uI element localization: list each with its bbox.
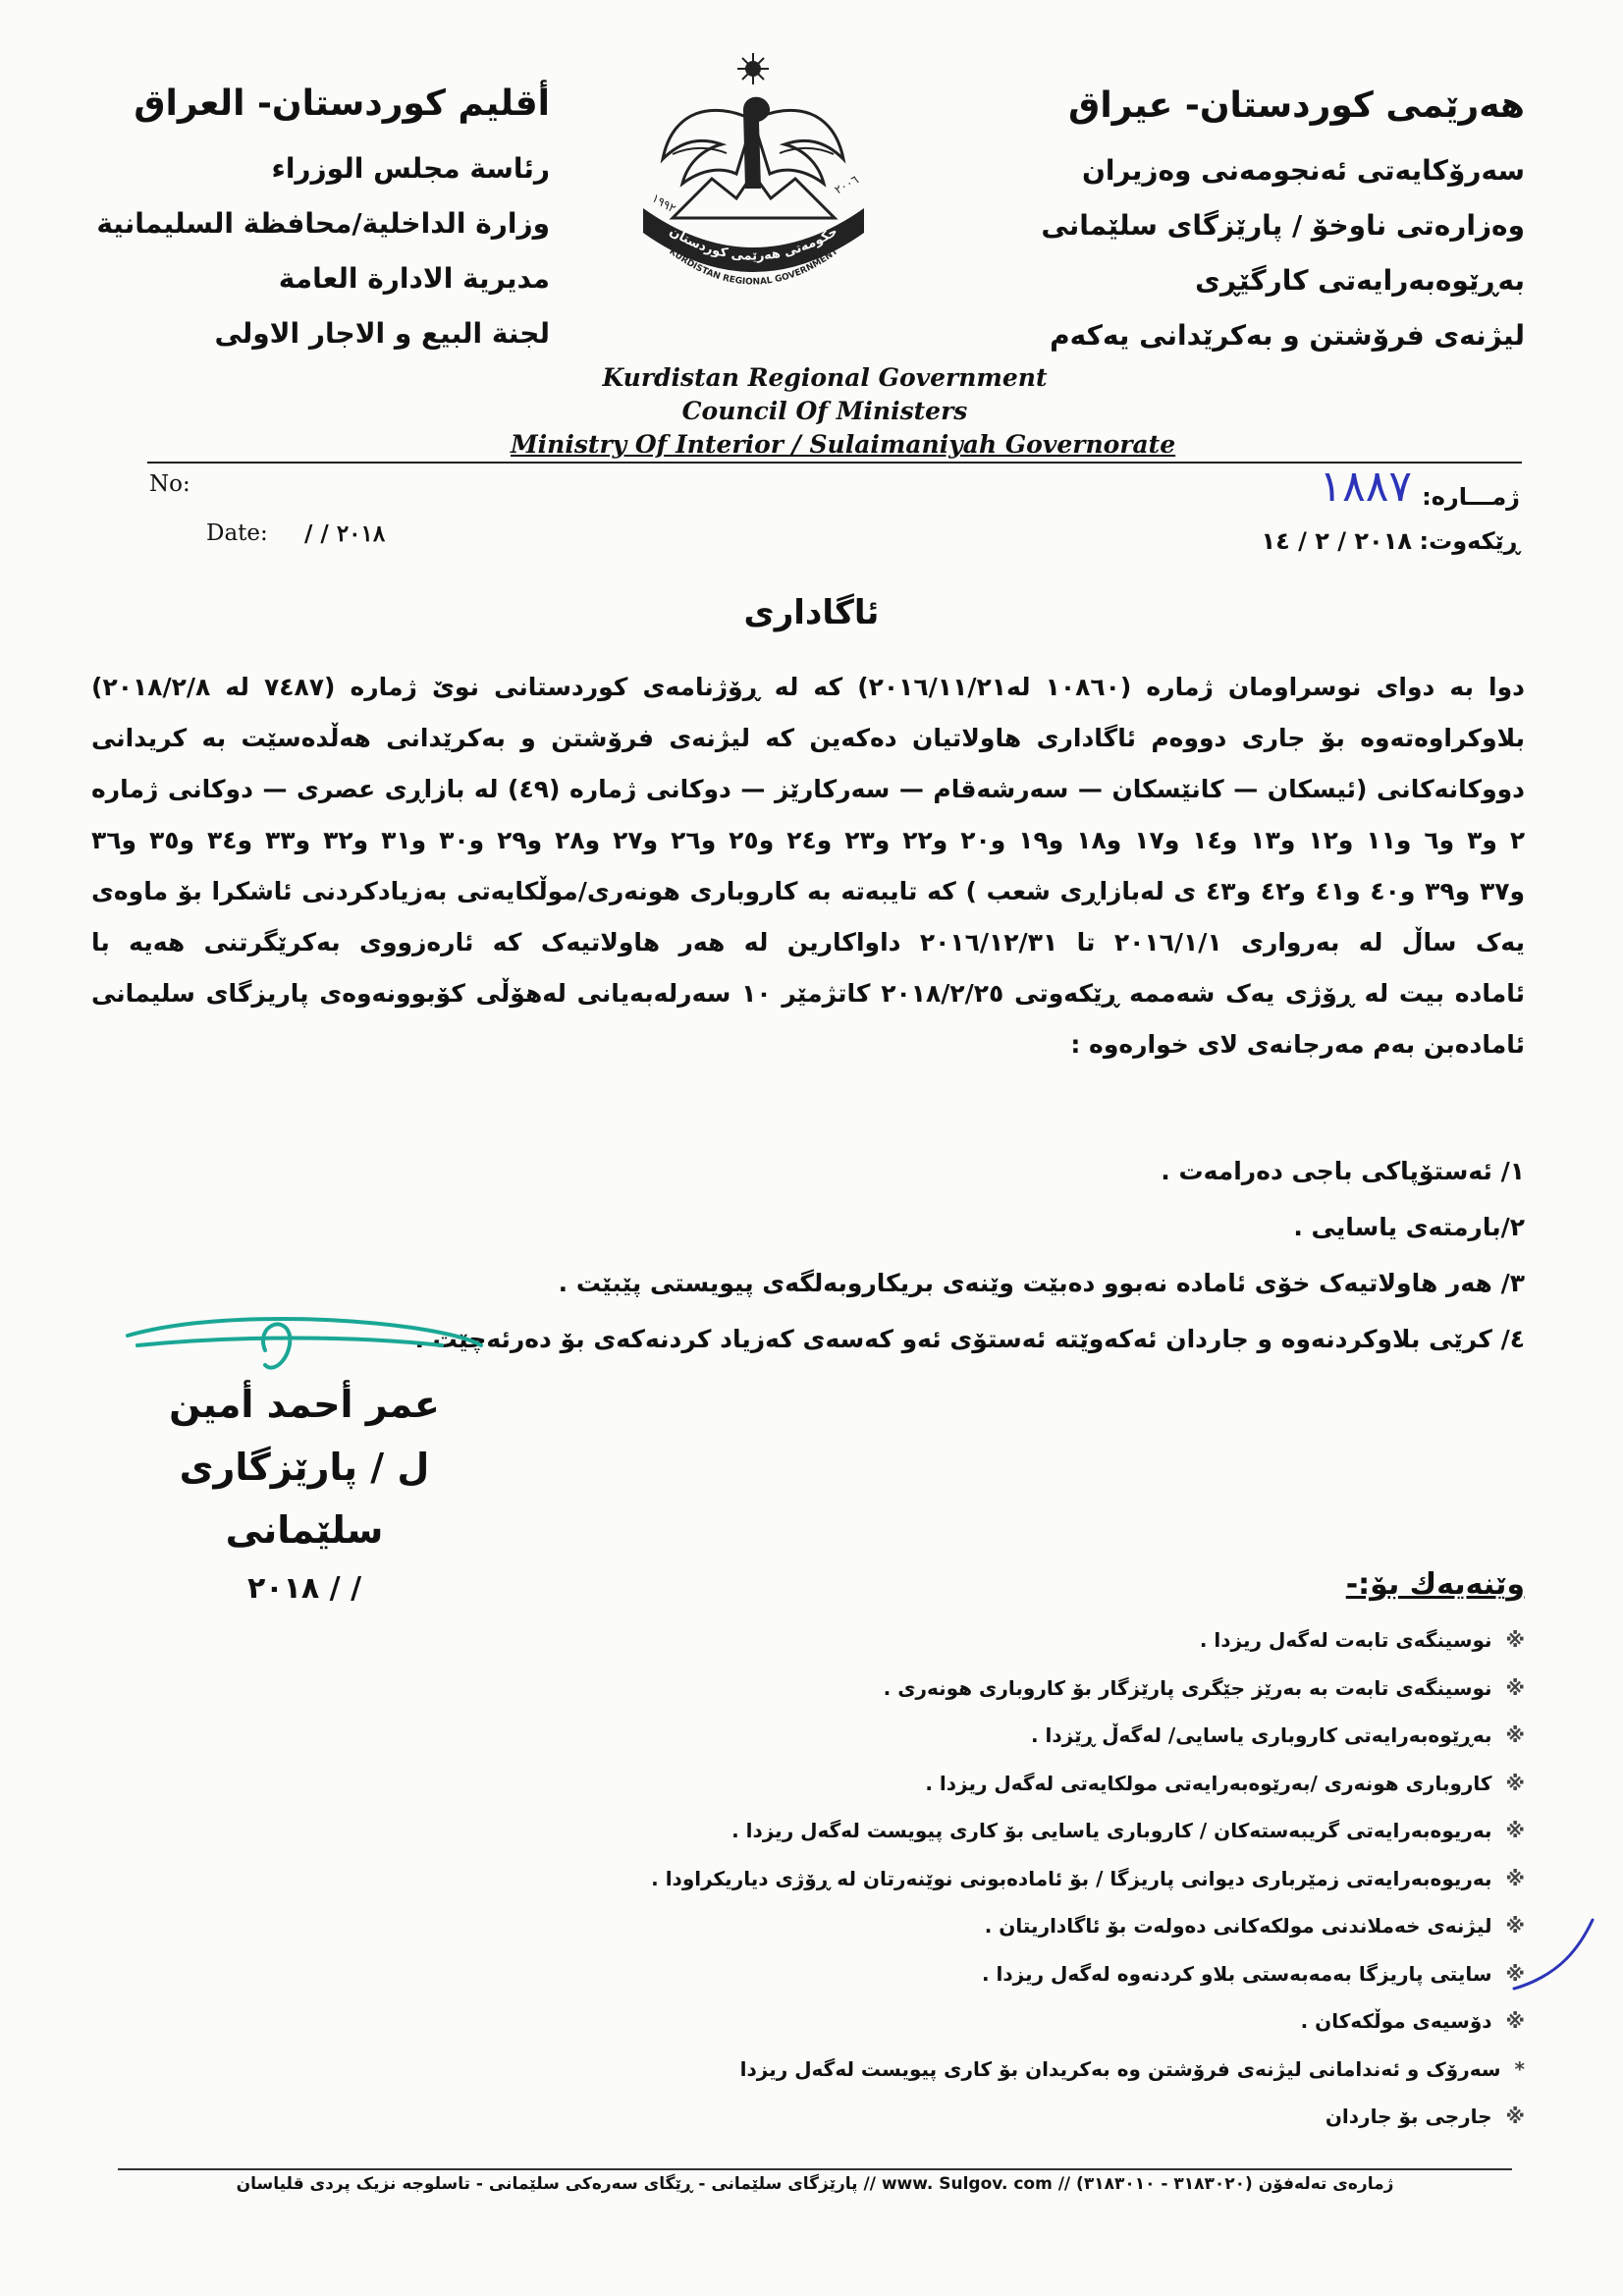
notice-paragraph bbox=[91, 662, 1525, 1070]
paragraph-line-7: ئامادە بیت لە ڕۆژی یەک شەممە ڕێکەوتی ٢٠١٨/٢/٢٥ کاتژمێر ١٠ سەرلەبەیانی لەهۆڵی کۆبوونەوەی پاریزگای سلیمانی bbox=[91, 979, 1525, 1008]
paragraph-line-1: دوا بە دوای نوسراومان ژمارە (١٠٨٦٠ لە٢٠١٦/١١/٢١) کە لە ڕۆژنامەی کوردستانی نوێ ژمارە (٧٤٨٧ لە ٢٠١٨/٢/٨) bbox=[91, 673, 1525, 701]
paragraph-line-6: یەک ساڵ لە بەرواری ٢٠١٦/١/١ تا ٢٠١٦/١٢/٣١ داواکارین لە هەر هاولاتیەک کە ئارەزووی بەکرێگرتنی هەیە با bbox=[91, 928, 1525, 957]
copy-item-9: ※دۆسیەی موڵکەکان . bbox=[1300, 2009, 1525, 2033]
header-arabic-line-3: مديرية الادارة العامة bbox=[278, 262, 550, 295]
header-arabic-line-2: وزارة الداخلية/محافظة السليمانية bbox=[96, 207, 550, 240]
copy-item-7: ※لیژنەی خەملاندنی مولکەکانی دەولەت بۆ ئاگاداریتان . bbox=[984, 1914, 1525, 1938]
date-label-en: Date: bbox=[206, 520, 268, 546]
number-handwritten: ١٨٨٧ bbox=[1319, 462, 1412, 512]
bullet-icon: ※ bbox=[1505, 1675, 1525, 1700]
bullet-icon: ※ bbox=[1505, 1628, 1525, 1652]
bullet-icon: ※ bbox=[1505, 1723, 1525, 1747]
copies-title: وێنەیەك بۆ:- bbox=[1345, 1567, 1525, 1602]
copy-item-1: ※نوسینگەی تابەت لەگەل ریزدا . bbox=[1199, 1628, 1525, 1652]
paragraph-line-3: دووکانەکانی (ئیسکان — کانێسکان — سەرشەقام — سەرکارێز — دوکانی ژمارە (٤٩) لە بازاڕی عصری — دوکانی ژمارە bbox=[91, 775, 1525, 803]
english-line-2: Council Of Ministers bbox=[681, 397, 968, 425]
emblem-year-left: ١٩٩٢ bbox=[649, 191, 678, 216]
copy-item-11: ※جارجی بۆ جاردان bbox=[1325, 2105, 1525, 2128]
footer-address: پارێزگای سلێمانی - ڕێگای سەرەکی سلێمانی - تاسلوجە نزیک پردی قلیاسان // www. Sulgov. com // ژمارەی تەلەفۆن (٣١٨٣٠٢٠ - ٣١٨٣٠١٠) bbox=[236, 2174, 1394, 2194]
check-mark-icon bbox=[1512, 1915, 1600, 2003]
emblem-english-text: KURDISTAN REGIONAL GOVERNMENT bbox=[667, 246, 840, 288]
date-value-ku: ٢٠١٨ / ٢ / ١٤ bbox=[1261, 527, 1412, 555]
copy-item-3: ※بەڕێوەبەرایەتی کاروباری یاسایی/ لەگەڵ ڕێزدا . bbox=[1030, 1723, 1525, 1747]
paragraph-line-4: ٢ و٣ و٦ و١١ و١٢ و١٣ و١٤ و١٧ و١٨ و١٩ و٢٠ و٢٢ و٢٣ و٢٤ و٢٥ و٢٦ و٢٧ و٢٨ و٢٩ و٣٠ و٣١ و٣٢ و٣٣ و٣٤ و٣٥ و٣٦ bbox=[91, 826, 1525, 854]
bullet-icon: ※ bbox=[1505, 2105, 1525, 2128]
header-arabic bbox=[96, 77, 550, 361]
number-label-en: No: bbox=[149, 471, 190, 497]
copy-item-8: ※سایتی پاریزگا بەمەبەستی بلاو کردنەوە لەگەل ریزدا . bbox=[981, 1961, 1525, 1986]
english-line-1: Kurdistan Regional Government bbox=[602, 363, 1048, 392]
header-arabic-line-1: رئاسة مجلس الوزراء bbox=[271, 152, 550, 185]
header-kurdish bbox=[1041, 79, 1525, 363]
notice-title: ئاگاداری bbox=[743, 593, 880, 632]
bullet-icon: ※ bbox=[1505, 1961, 1525, 1986]
requirement-4: ٤/ کرێی بلاوکردنەوە و جاردان ئەکەوێتە ئەستۆی ئەو کەسەی کەزیاد کردنەکەی بۆ دەرئەچێت . bbox=[414, 1325, 1525, 1353]
paragraph-line-2: بلاوکراوەتەوە بۆ جاری دووەم ئاگاداری هاولاتیان دەکەین کە لیژنەی فرۆشتن و بەکرێدانی هەڵدەسێت بە کریدانی bbox=[91, 724, 1525, 752]
copy-item-2: ※نوسینگەی تابەت بە بەرێز جێگری پارێزگار بۆ کاروباری هونەری . bbox=[883, 1675, 1525, 1700]
bullet-icon: ※ bbox=[1505, 1819, 1525, 1842]
paragraph-line-8: ئامادەبن بەم مەرجانەی لای خوارەوە : bbox=[1070, 1030, 1525, 1059]
signature-title: ل / پارێزگاری سلێمانی bbox=[179, 1446, 430, 1552]
number-label-ku: ژمـــارە: bbox=[1422, 483, 1520, 511]
krg-eagle-emblem-icon bbox=[633, 51, 874, 297]
copy-item-10: *سەرۆک و ئەندامانی لیژنەی فرۆشتن وە بەکریدان بۆ کاری پیویست لەگەل ریزدا bbox=[739, 2056, 1525, 2081]
footer-divider bbox=[118, 2168, 1512, 2170]
requirement-2: ٢/بارمتەی یاسایی . bbox=[1293, 1213, 1525, 1241]
header-kurdish-line-3: بەڕێوەبەرایەتی کارگێڕی bbox=[1195, 264, 1525, 297]
copy-item-6: ※بەریوەبەرایەتی زمێرباری دیوانی پاریزگا / بۆ ئامادەبونی نوێنەرتان لە ڕۆژی دیاریکراودا . bbox=[651, 1866, 1525, 1890]
date-value-en: / / ٢٠١٨ bbox=[304, 520, 386, 547]
bullet-icon: * bbox=[1514, 2056, 1525, 2081]
header-arabic-line-4: لجنة البيع و الاجار الاولى bbox=[214, 317, 550, 350]
header-kurdish-line-2: وەزارەتی ناوخۆ / پارێزگای سلێمانی bbox=[1041, 209, 1525, 242]
header-divider bbox=[147, 462, 1522, 464]
bullet-icon: ※ bbox=[1505, 2009, 1525, 2033]
emblem-kurdish-text: حکومەتی هەرێمی کوردستان bbox=[667, 224, 840, 264]
header-english bbox=[511, 361, 1176, 462]
bullet-icon: ※ bbox=[1505, 1866, 1525, 1890]
bullet-icon: ※ bbox=[1505, 1914, 1525, 1938]
signature-date: ٢٠١٨ / / bbox=[246, 1571, 362, 1606]
header-arabic-title: أقليم كوردستان- العراق bbox=[134, 83, 550, 124]
signature-block bbox=[118, 1373, 491, 1616]
paragraph-line-5: و٣٧ و٣٩ و٤٠ و٤١ و٤٢ و٤٣ ی لەبازاڕی شعب ) کە تایبەتە بە کاروباری هونەری/موڵکایەتی بەزیادکردنی ئاشکرا بۆ ماوەی bbox=[91, 877, 1525, 905]
emblem-year-right: ٢٠٠٦ bbox=[832, 172, 861, 197]
date-label-ku: ڕێکەوت: bbox=[1419, 527, 1520, 555]
requirement-1: ١/ ئەستۆپاکی باجی دەرامەت . bbox=[1161, 1157, 1525, 1185]
bullet-icon: ※ bbox=[1505, 1771, 1525, 1795]
english-line-3: Ministry Of Interior / Sulaimaniyah Governorate bbox=[511, 430, 1176, 459]
copies-list bbox=[248, 1616, 1525, 2141]
header-kurdish-line-4: لیژنەی فرۆشتن و بەکرێدانی یەکەم bbox=[1050, 319, 1525, 352]
copy-item-5: ※بەریوەبەرایەتی گریبەستەکان / کاروباری یاسایی بۆ کاری پیویست لەگەل ریزدا . bbox=[731, 1819, 1525, 1842]
header-kurdish-line-1: سەرۆکایەتی ئەنجومەنی وەزیران bbox=[1081, 154, 1525, 187]
sun-icon bbox=[737, 53, 769, 84]
signature-name: عمر أحمد أمين bbox=[169, 1383, 440, 1426]
header-kurdish-title: هەرێمی کوردستان- عیراق bbox=[1068, 85, 1525, 126]
requirement-3: ٣/ هەر هاولاتیەک خۆی ئامادە نەبوو دەبێت وێنەی بریکاروبەلگەی پیویستی پێبێت . bbox=[558, 1269, 1525, 1297]
copy-item-4: ※کاروباری هونەری /بەرێوەبەرایەتی مولکایەتی لەگەل ریزدا . bbox=[925, 1771, 1525, 1795]
